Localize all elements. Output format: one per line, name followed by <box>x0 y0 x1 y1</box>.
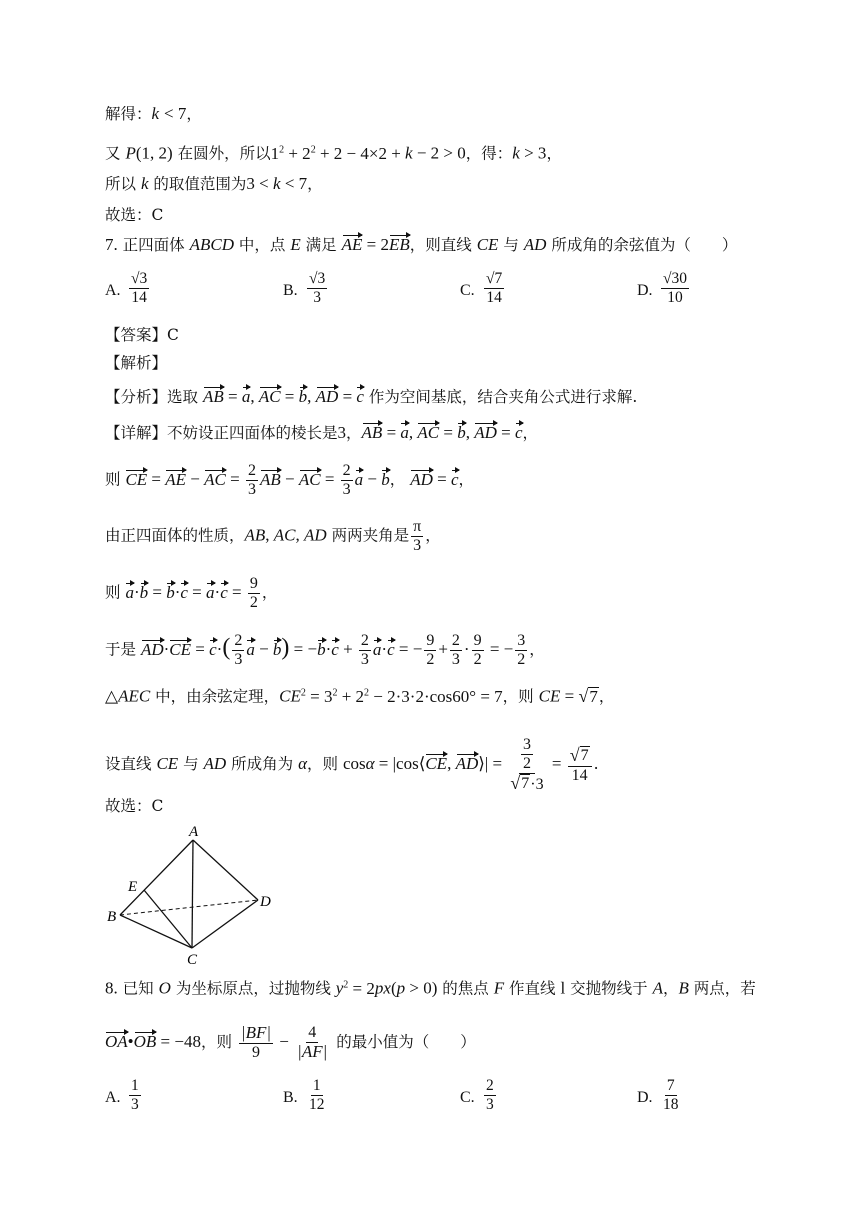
segment-ce <box>144 890 192 948</box>
option-numerator: 2 <box>486 1077 494 1094</box>
q7-option-label-a: A. <box>105 282 121 299</box>
option-numerator: √30 <box>663 270 688 287</box>
option-numerator: √7 <box>486 270 503 287</box>
line-analysis: 【分析】选取 AB = a, AC = b, AD = c 作为空间基底，结合夹角公式进行求解. <box>105 387 638 406</box>
line-k-range: 所以 k 的取值范围为3 < k < 7， <box>105 174 323 193</box>
q8-option-label-d: D. <box>637 1089 653 1106</box>
line-choose-c-1: 故选：C <box>105 206 164 224</box>
q8-option-value-c <box>484 1077 496 1114</box>
option-numerator: √3 <box>131 270 148 287</box>
line-p-outside-circle: 又 P(1, 2) 在圆外，所以$1^2 + 2^2 + 2 - 4\times 2 + k - 2 > 0$，得：k > 3， <box>105 143 562 163</box>
line-ce-expression: 则 CE = AE − AC = $\frac{2}{3}$ AB − AC = $\frac{2}{3}$ a − b， AD = c， <box>105 462 475 498</box>
q7-option-value-c <box>484 270 504 307</box>
vertex-label-d: D <box>260 894 271 910</box>
vertex-label-b: B <box>107 909 117 925</box>
q7-option-label-b: B. <box>283 282 298 299</box>
q8-option-label-b: B. <box>283 1089 298 1106</box>
analysis-title: 【解析】 <box>105 354 168 372</box>
point-label-e: E <box>128 879 138 895</box>
line-cos-alpha: 设直线 CE 与 AD 所成角为 α，则 cosα = |cos⟨CE, AD⟩| = $\frac{3}{2}$ √ 7 ·3 = √ 7 14 . <box>105 736 599 793</box>
line-angle-property: 由正四面体的性质，AB, AC, AD 两两夹角是 $\frac{\pi}{3}$ ， <box>105 518 441 554</box>
question-8-line-1: 8. 已知 O 为坐标原点，过抛物线 $y^2 = 2px(p > 0)$ 的焦点 F 作直线 l 交抛物线于 A，B 两点，若 <box>105 978 756 998</box>
q8-option-value-b <box>307 1077 327 1114</box>
line-dot-products: 则 a·b = b·c = a·c = $\frac{9}{2}$ ， <box>105 575 278 611</box>
option-denominator: 14 <box>131 289 147 306</box>
edge-bd-hidden <box>120 900 258 915</box>
option-denominator: 3 <box>486 1096 494 1113</box>
line-cosine-law: △AEC 中，由余弦定理，$CE^2 = 3^2 + 2^2 - 2\cdot 3\cdot 2\cdot\cos 60^\circ = 7$，则 CE = √ 7 ， <box>105 685 615 706</box>
edge-ab <box>120 840 193 915</box>
line-detail-setup: 【详解】不妨设正四面体的棱长是3，AB = a, AC = b, AD = c， <box>105 423 539 442</box>
q8-option-value-a <box>129 1077 141 1114</box>
q7-option-label-c: C. <box>460 282 475 299</box>
q8-option-value-d <box>661 1077 681 1114</box>
option-denominator: 18 <box>663 1096 679 1113</box>
option-numerator: √3 <box>309 270 326 287</box>
edge-ad <box>193 840 258 900</box>
option-denominator: 12 <box>309 1096 325 1113</box>
q7-option-label-d: D. <box>637 282 653 299</box>
option-numerator: 1 <box>312 1077 321 1094</box>
q7-option-value-a <box>129 270 149 307</box>
line-ad-dot-ce: 于是 AD·CE = c·( $\frac{2}{3}$ a − b) = −b·c + $\frac{2}{3}$ a·c = − $\frac{9}{2}$ + $\frac{2}{3}$ · $\frac{9}{2}$ = − $\frac{3}{2}$ ， <box>105 632 545 668</box>
question-8-line-2: OA•OB = −48，则 $\frac{|BF|}{9}$ − $\frac{4}{|AF|}$ 的最小值为（ ） <box>105 1023 476 1061</box>
q8-option-label-a: A. <box>105 1089 121 1106</box>
line-choose-c-2: 故选：C <box>105 797 164 815</box>
edge-bc <box>120 915 192 948</box>
option-denominator: 3 <box>313 289 321 306</box>
edge-ac <box>192 840 193 948</box>
line-solve-k: 解得：k < 7， <box>105 104 202 123</box>
vertex-label-a: A <box>189 824 199 840</box>
q7-option-value-b <box>307 270 327 307</box>
option-denominator: 10 <box>667 289 683 306</box>
vertex-label-c: C <box>187 952 198 968</box>
option-numerator: 1 <box>131 1077 139 1094</box>
tetrahedron-figure <box>100 818 290 968</box>
option-denominator: 3 <box>131 1096 139 1113</box>
option-numerator: 7 <box>666 1077 675 1094</box>
edge-cd <box>192 900 258 948</box>
q8-option-label-c: C. <box>460 1089 475 1106</box>
answer-label: 【答案】C <box>105 326 179 344</box>
option-denominator: 14 <box>486 289 502 306</box>
question-7: 7. 正四面体 ABCD 中，点 E 满足 AE = 2EB，则直线 CE 与 AD 所成角的余弦值为（ ） <box>105 235 738 254</box>
q7-option-value-d <box>661 270 689 307</box>
